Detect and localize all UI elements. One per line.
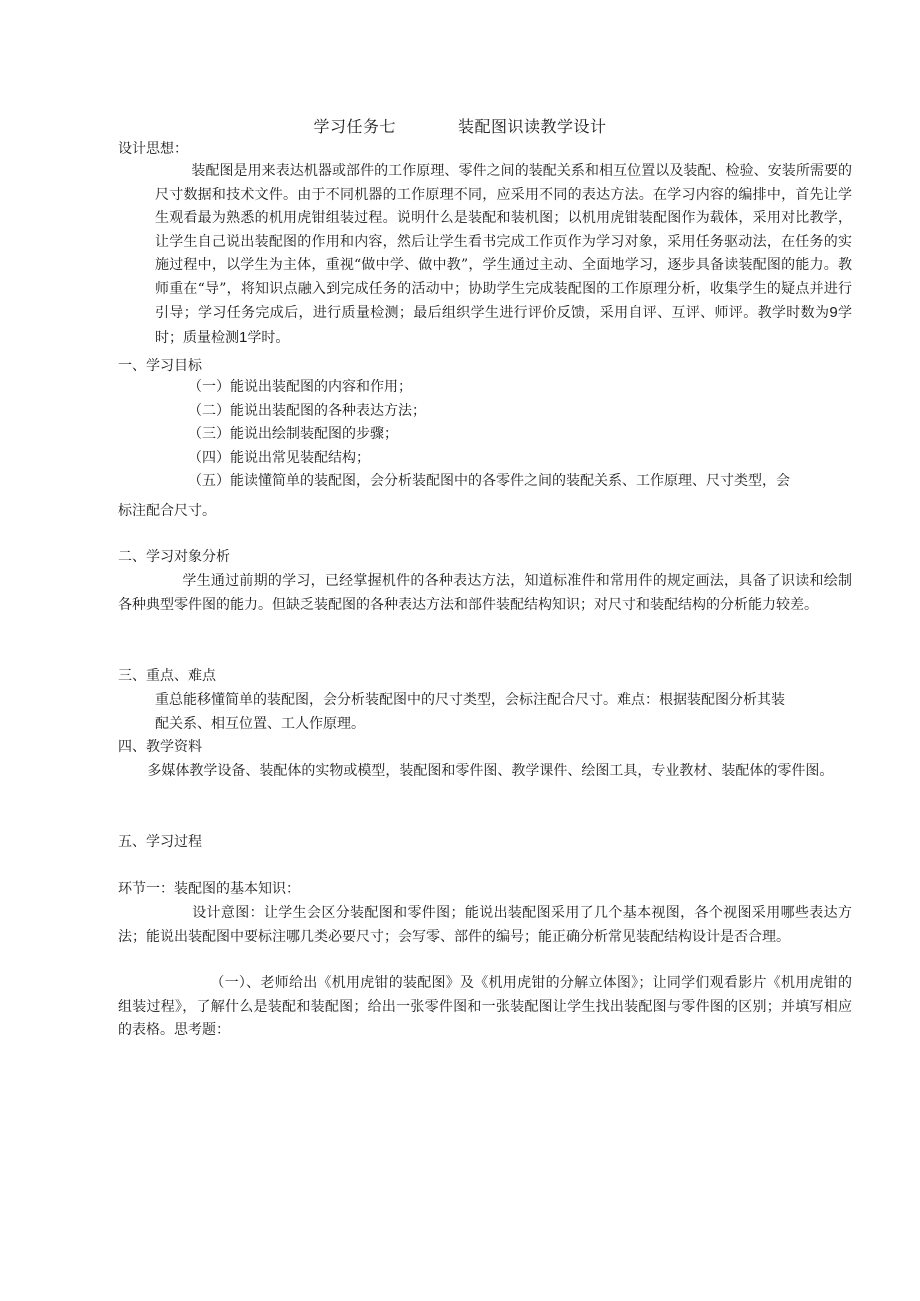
stage1-intent-paragraph: 设计意图：让学生会区分装配图和零件图；能说出装配图采用了几个基本视图，各个视图采用哪些表达方法；能说出装配图中要标注哪几类必要尺寸；会写零、部件的编号；能正确分析常见装配结构设计是否合理。 <box>118 905 852 945</box>
objective-item-5-continued: 标注配合尺寸。 <box>118 503 216 519</box>
stage1-heading: 环节一：装配图的基本知识： <box>118 881 300 897</box>
objective-item-1: （一）能说出装配图的内容和作用； <box>188 379 412 395</box>
objectives-list <box>188 376 852 494</box>
check-hours: 1 <box>239 328 248 346</box>
objective-item-3: （三）能说出绘制装配图的步骤； <box>188 426 398 442</box>
section1-heading: 一、学习目标 <box>118 358 202 374</box>
objective-item-5: （五）能读懂简单的装配图，会分析装配图中的各零件之间的装配关系、工作原理、尺寸类型，会 <box>188 473 790 489</box>
document-title <box>0 114 920 137</box>
objective-item-4: （四）能说出常见装配结构； <box>188 449 370 466</box>
section5-heading: 五、学习过程 <box>118 834 202 850</box>
key-points-line1: 重总能移懂简单的装配图，会分析装配图中的尺寸类型，会标注配合尺寸。难点：根据装配图分析其装 <box>155 692 785 708</box>
design-thought-end: 学时。 <box>247 329 290 346</box>
learner-analysis-paragraph: 学生通过前期的学习，已经掌握机件的各种表达方法，知道标准件和常用件的规定画法，具备了识读和绘制各种典型零件图的能力。但缺乏装配图的各种表达方法和部件装配结构知识；对尺寸和装配结构的分析能力较差。 <box>118 573 852 613</box>
design-thought-mid: 学时；质量检测 <box>155 305 853 346</box>
title-subject: 装配图识读教学设计 <box>458 117 607 136</box>
design-thought-heading: 设计思想： <box>118 141 188 157</box>
design-thought-paragraph <box>155 160 852 350</box>
section2-heading: 二、学习对象分析 <box>118 549 230 565</box>
key-points-line2: 配关系、相互位置、工人作原理。 <box>155 715 365 732</box>
total-hours: 9 <box>829 304 838 321</box>
section4-heading: 四、教学资料 <box>118 739 202 755</box>
objective-item-2: （二）能说出装配图的各种表达方法； <box>188 402 426 419</box>
key-points <box>155 689 852 736</box>
stage1-step1-paragraph: （一）、老师给出《机用虎钳的装配图》及《机用虎钳的分解立体图》；让同学们观看影片《机用虎钳的组装过程》，了解什么是装配和装配图；给出一张零件图和一张装配图让学生找出装配图与零件图的区别；并填写相应的表格。思考题： <box>118 975 852 1038</box>
design-thought-text: 装配图是用来表达机器或部件的工作原理、零件之间的装配关系和相互位置以及装配、检验、安装所需要的尺寸数据和技术文件。由于不同机器的工作原理不同，应采用不同的表达方法。在学习内容的编排中，首先让学生观看最为熟悉的机用虎钳组装过程。说明什么是装配和装机图；以机用虎钳装配图作为载体，采用对比教学，让学生自己说出装配图的作用和内容，然后让学生看书完成工作页作为学习对象，采用任务驱动法，在任务的实施过程中，以学生为主体，重视“做中学、做中教”，学生通过主动、全面地学习，逐步具备读装配图的能力。教师重在“导”，将知识点融入到完成任务的活动中；协助学生完成装配图的工作原理分析，收集学生的疑点并进行引导；学习任务完成后，进行质量检测；最后组织学生进行评价反馈，采用自评、互评、师评。教学时数为 <box>155 163 852 321</box>
title-task: 学习任务七 <box>313 117 396 136</box>
section3-heading: 三、重点、难点 <box>118 668 216 684</box>
teaching-materials-paragraph: 多媒体教学设备、装配体的实物或模型，装配图和零件图、教学课件、绘图工具，专业教材、装配体的零件图。 <box>147 763 834 779</box>
